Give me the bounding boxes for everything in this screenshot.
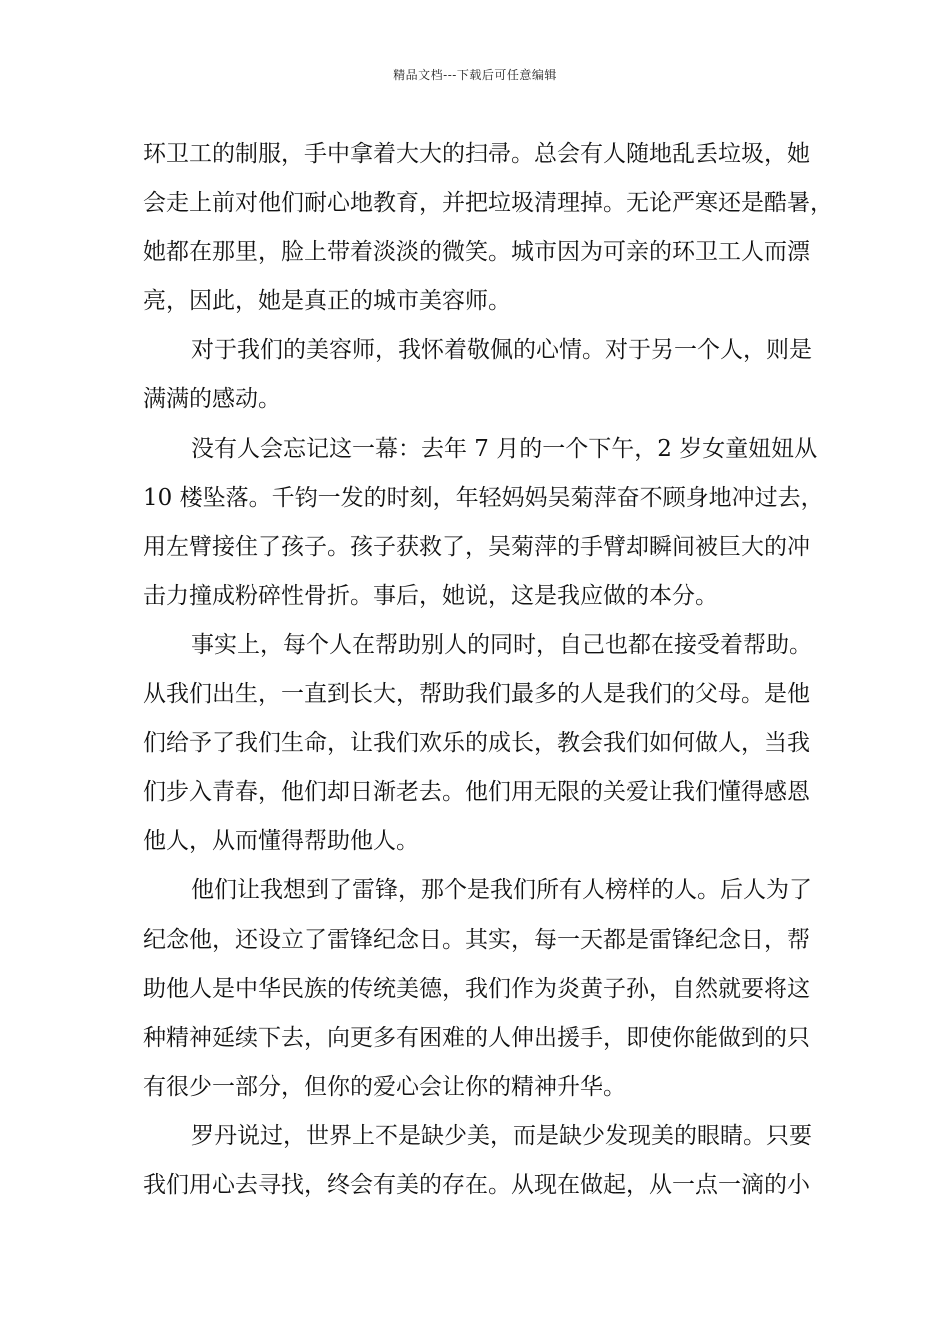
text-line: 种精神延续下去，向更多有困难的人伸出援手，即使你能做到的只 <box>143 1024 810 1051</box>
text-line: 会走上前对他们耐心地教育，并把垃圾清理掉。无论严寒还是酷暑， <box>143 190 833 217</box>
text-line: 从我们出生，一直到长大，帮助我们最多的人是我们的父母。是他 <box>143 681 810 708</box>
text-line: 用左臂接住了孩子。孩子获救了，吴菊萍的手臂却瞬间被巨大的冲 <box>143 533 810 560</box>
text-line: 他人，从而懂得帮助他人。 <box>143 828 419 855</box>
text-line: 亮，因此，她是真正的城市美容师。 <box>143 288 511 315</box>
text-line: 罗丹说过，世界上不是缺少美，而是缺少发现美的眼睛。只要 <box>191 1122 812 1149</box>
text-line: 10 楼坠落。千钧一发的时刻，年轻妈妈吴菊萍奋不顾身地冲过去， <box>143 484 824 511</box>
text-line: 纪念他，还设立了雷锋纪念日。其实，每一天都是雷锋纪念日，帮 <box>143 926 810 953</box>
paragraph <box>143 1112 823 1210</box>
text-line: 环卫工的制服，手中拿着大大的扫帚。总会有人随地乱丢垃圾，她 <box>143 141 810 167</box>
text-line: 她都在那里，脸上带着淡淡的微笑。城市因为可亲的环卫工人而漂 <box>143 239 810 266</box>
text-line: 事实上，每个人在帮助别人的同时，自己也都在接受着帮助。 <box>191 631 812 658</box>
paragraph <box>143 326 823 424</box>
text-line: 满满的感动。 <box>143 386 281 413</box>
document-body <box>143 130 833 1210</box>
paragraph <box>143 866 823 1111</box>
text-line: 们给予了我们生命，让我们欢乐的成长，教会我们如何做人，当我 <box>143 730 810 757</box>
text-line: 击力撞成粉碎性骨折。事后，她说，这是我应做的本分。 <box>143 582 718 609</box>
text-line: 助他人是中华民族的传统美德，我们作为炎黄子孙，自然就要将这 <box>143 975 810 1002</box>
text-line: 们步入青春，他们却日渐老去。他们用无限的关爱让我们懂得感恩 <box>143 779 810 806</box>
text-line: 我们用心去寻找，终会有美的存在。从现在做起，从一点一滴的小 <box>143 1171 810 1198</box>
text-line: 没有人会忘记这一幕：去年 7 月的一个下午，2 岁女童妞妞从 <box>191 435 818 462</box>
paragraph <box>143 425 823 621</box>
page-header: 精品文档---下载后可任意编辑 <box>393 68 557 82</box>
paragraph <box>143 621 823 866</box>
text-line: 有很少一部分，但你的爱心会让你的精神升华。 <box>143 1073 626 1100</box>
text-line: 对于我们的美容师，我怀着敬佩的心情。对于另一个人，则是 <box>191 337 812 364</box>
paragraph <box>143 130 833 326</box>
text-line: 他们让我想到了雷锋，那个是我们所有人榜样的人。后人为了 <box>191 877 812 904</box>
